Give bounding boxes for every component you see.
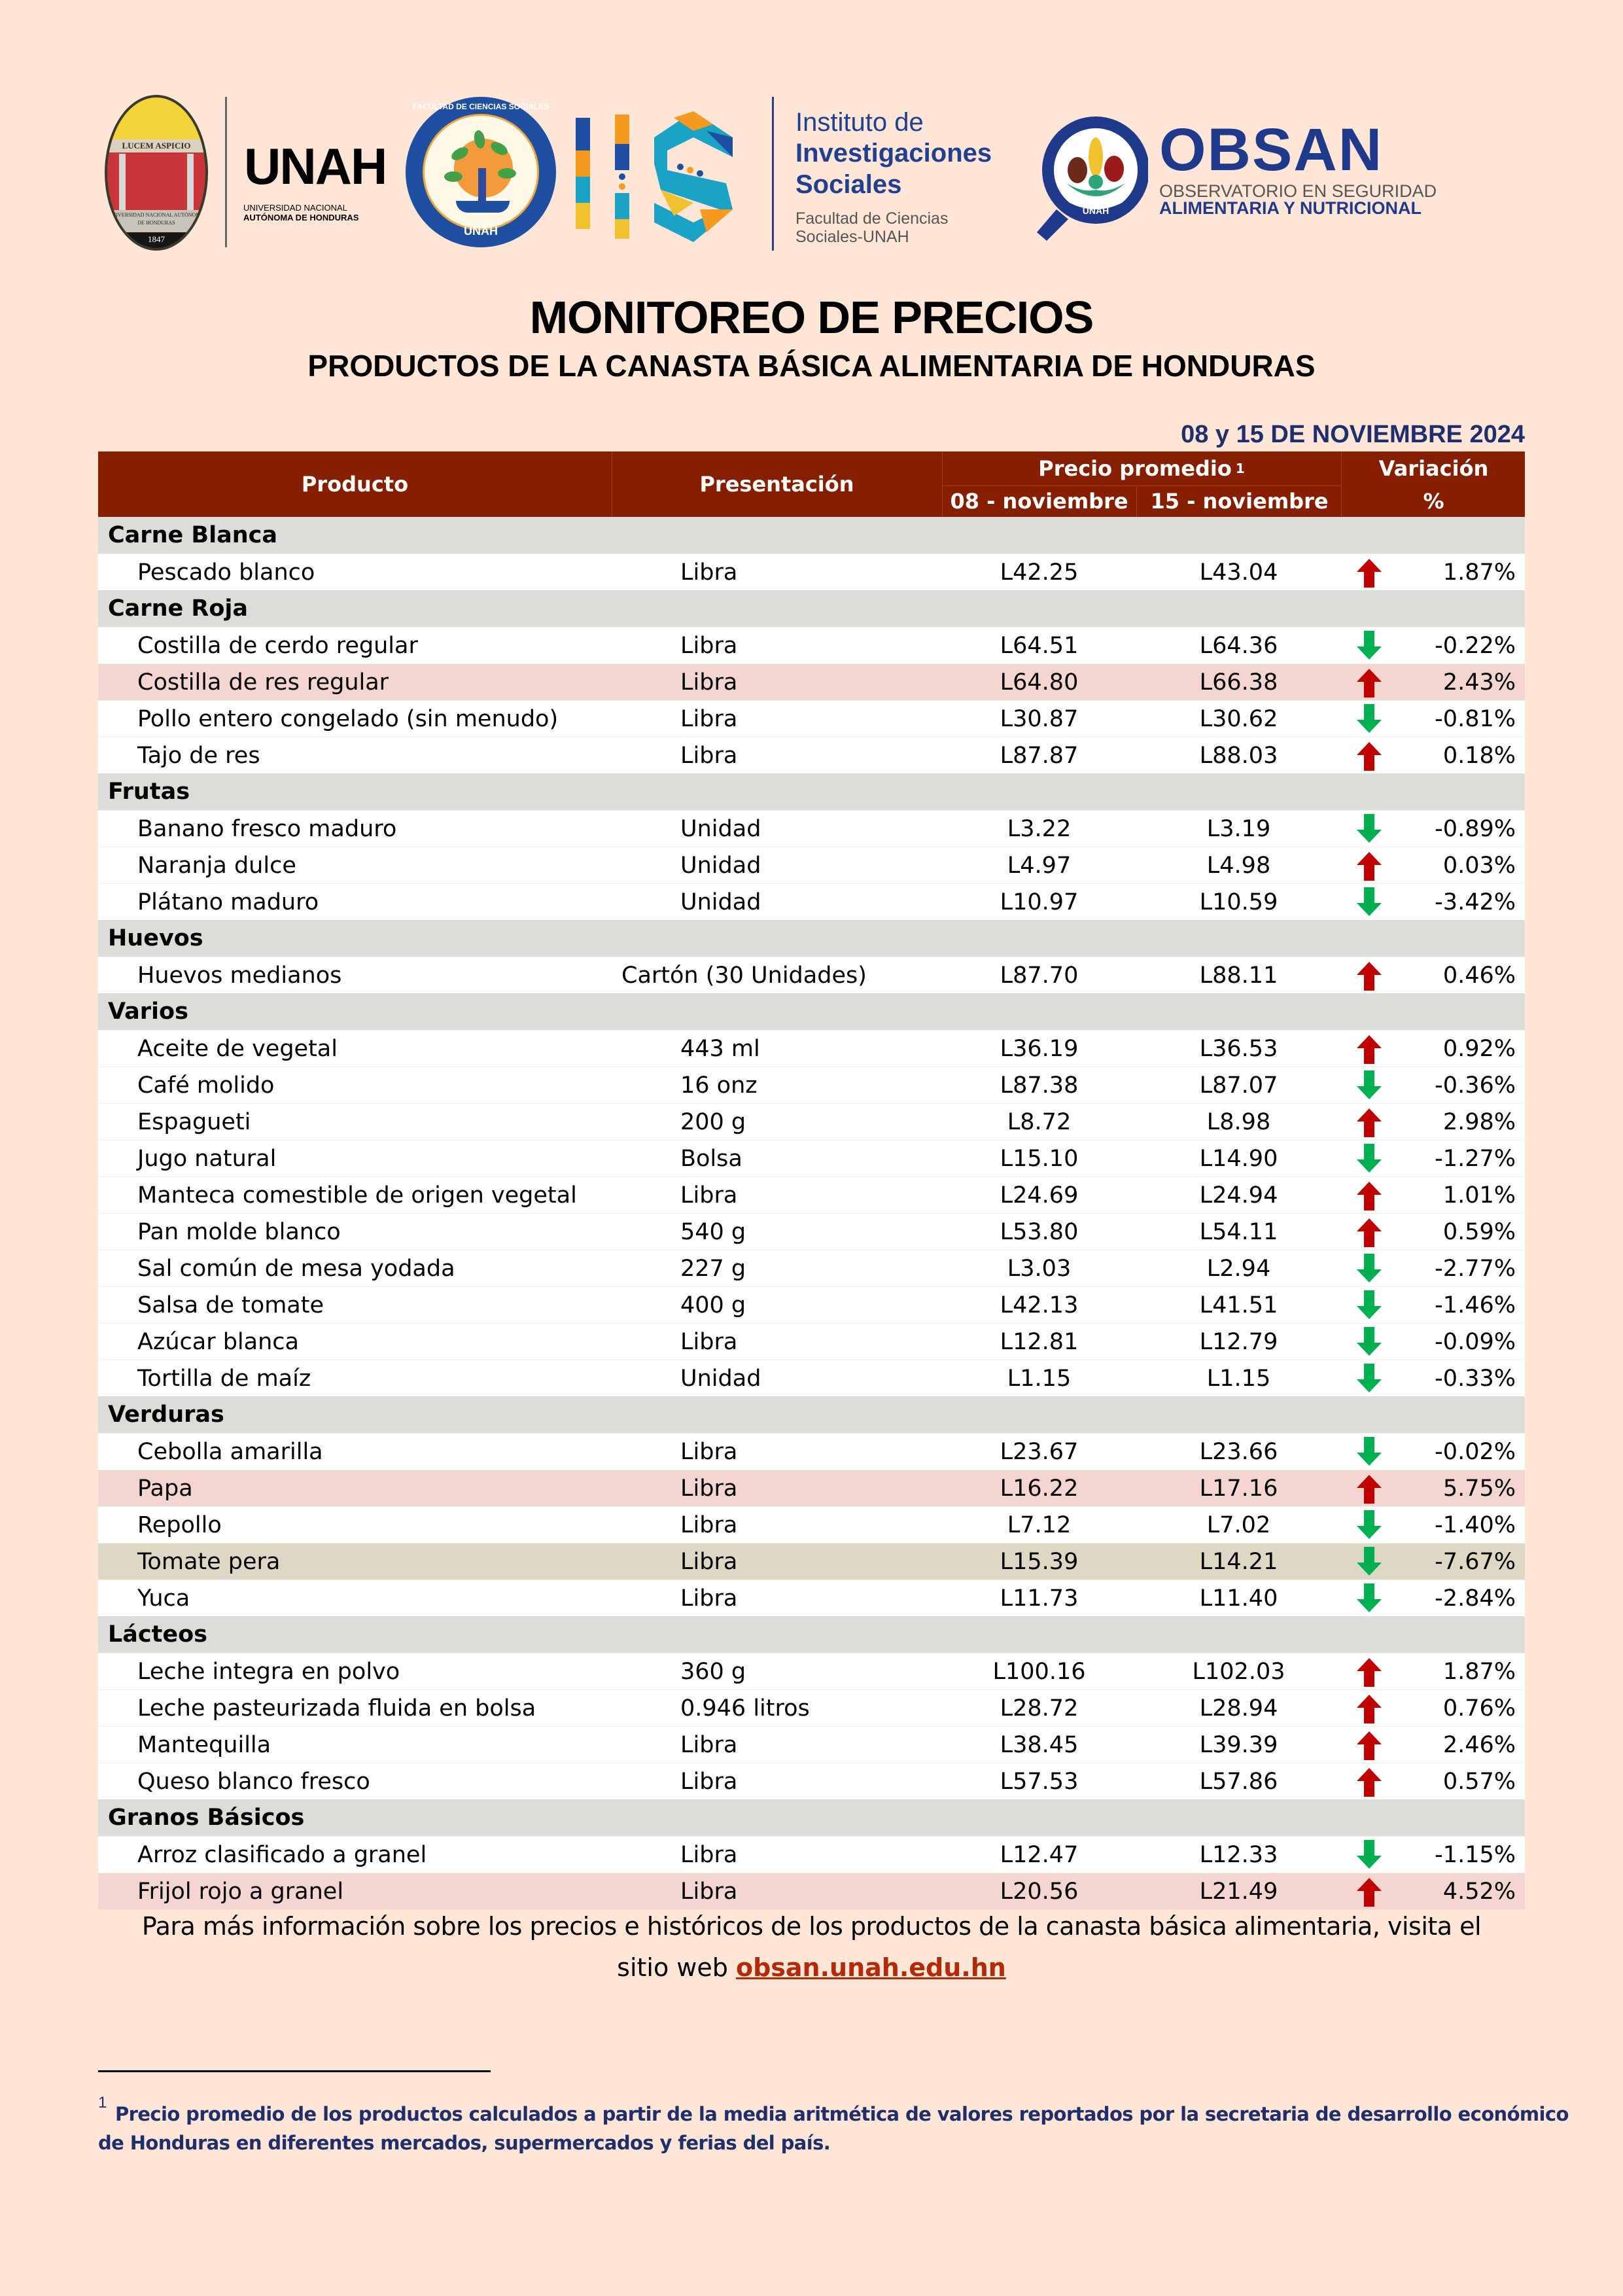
price-date-2: L54.11 bbox=[1199, 1218, 1278, 1245]
price-date-1: L20.56 bbox=[1000, 1878, 1079, 1905]
bean-icon bbox=[1104, 156, 1124, 182]
price-date-2: L57.86 bbox=[1199, 1768, 1278, 1795]
category-name: Carne Blanca bbox=[108, 522, 277, 548]
presentation: 400 g bbox=[680, 1292, 746, 1318]
table-row bbox=[98, 627, 1525, 663]
variation-percent: 2.98% bbox=[1442, 1108, 1516, 1135]
arrow-up-icon bbox=[1354, 741, 1384, 771]
footnote-text-1: Precio promedio de los productos calculados a partir de la media aritmética de valores reportados por la secretaria de desarrollo económico bbox=[115, 2103, 1569, 2125]
price-date-1: L28.72 bbox=[1000, 1695, 1079, 1722]
iis-mosaic-icon bbox=[576, 111, 733, 242]
product-name: Arroz clasificado a granel bbox=[137, 1841, 427, 1868]
price-date-1: L10.97 bbox=[1000, 889, 1079, 915]
price-date-1: L87.70 bbox=[1000, 962, 1079, 989]
price-date-1: L4.97 bbox=[1007, 852, 1072, 879]
presentation: Libra bbox=[680, 632, 738, 659]
presentation: Libra bbox=[680, 1768, 738, 1795]
header-precio-promedio bbox=[942, 451, 1341, 486]
presentation: Libra bbox=[680, 1841, 738, 1868]
table-row bbox=[98, 1543, 1525, 1580]
page-subtitle: PRODUCTOS DE LA CANASTA BÁSICA ALIMENTARIA DE HONDURAS bbox=[307, 349, 1316, 383]
presentation: Libra bbox=[680, 1548, 738, 1575]
product-name: Huevos medianos bbox=[137, 962, 342, 989]
seal-lower-text: UNIVERSIDAD NACIONAL AUTÓNOMA DE HONDURAS bbox=[107, 210, 205, 236]
arrow-down-icon bbox=[1354, 1510, 1384, 1540]
arrow-down-icon bbox=[1354, 704, 1384, 734]
header-precio-label: Precio promedio bbox=[1038, 456, 1232, 481]
obsan-wordmark: OBSAN bbox=[1159, 116, 1384, 183]
category-row bbox=[98, 920, 1525, 957]
price-date-1: L15.39 bbox=[1000, 1548, 1079, 1575]
arrow-down-icon bbox=[1354, 1583, 1384, 1614]
category-name: Huevos bbox=[108, 925, 203, 951]
arrow-up-icon bbox=[1354, 1730, 1384, 1760]
price-date-2: L12.33 bbox=[1199, 1841, 1278, 1868]
presentation: 360 g bbox=[680, 1658, 746, 1685]
category-row bbox=[98, 1799, 1525, 1836]
table-row bbox=[98, 1726, 1525, 1763]
presentation: Libra bbox=[680, 1731, 738, 1758]
arrow-up-icon bbox=[1354, 1034, 1384, 1064]
variation-percent: 1.87% bbox=[1442, 559, 1516, 586]
column-icon bbox=[119, 154, 126, 213]
product-name: Costilla de res regular bbox=[137, 669, 389, 696]
category-row bbox=[98, 1396, 1525, 1433]
presentation: Libra bbox=[680, 1182, 738, 1209]
variation-percent: -0.33% bbox=[1435, 1365, 1516, 1392]
info-prefix: sitio web bbox=[617, 1953, 736, 1982]
category-name: Granos Básicos bbox=[108, 1805, 305, 1831]
unah-subtitle-2: AUTÓNOMA DE HONDURAS bbox=[243, 213, 359, 222]
price-date-1: L7.12 bbox=[1007, 1511, 1072, 1538]
price-date-1: L87.38 bbox=[1000, 1072, 1079, 1099]
price-date-2: L11.40 bbox=[1199, 1585, 1278, 1612]
facultad-arc-text: FACULTAD DE CIENCIAS SOCIALES bbox=[412, 102, 550, 111]
price-date-1: L42.25 bbox=[1000, 559, 1079, 586]
product-name: Pollo entero congelado (sin menudo) bbox=[137, 705, 559, 732]
price-date-1: L64.80 bbox=[1000, 669, 1079, 696]
variation-percent: 4.52% bbox=[1442, 1878, 1516, 1905]
presentation: Libra bbox=[680, 1475, 738, 1502]
price-date-2: L14.21 bbox=[1199, 1548, 1278, 1575]
table-row bbox=[98, 1360, 1525, 1396]
obsan-website-link[interactable]: obsan.unah.edu.hn bbox=[735, 1953, 1006, 1982]
price-date-1: L12.47 bbox=[1000, 1841, 1079, 1868]
table-row bbox=[98, 883, 1525, 920]
header-producto: Producto bbox=[98, 451, 612, 517]
price-date-2: L10.59 bbox=[1199, 889, 1278, 915]
presentation: Libra bbox=[680, 1878, 738, 1905]
price-date-2: L64.36 bbox=[1199, 632, 1278, 659]
price-date-2: L3.19 bbox=[1206, 815, 1271, 842]
arrow-up-icon bbox=[1354, 667, 1384, 698]
price-date-2: L4.98 bbox=[1206, 852, 1271, 879]
arrow-up-icon bbox=[1354, 1693, 1384, 1723]
arrow-up-icon bbox=[1354, 1217, 1384, 1247]
unah-subtitle-1: UNIVERSIDAD NACIONAL bbox=[243, 203, 347, 213]
price-date-2: L36.53 bbox=[1199, 1035, 1278, 1062]
price-date-1: L57.53 bbox=[1000, 1768, 1079, 1795]
price-date-2: L17.16 bbox=[1199, 1475, 1278, 1502]
presentation: Unidad bbox=[680, 815, 761, 842]
presentation: Bolsa bbox=[680, 1145, 742, 1172]
price-date-2: L21.49 bbox=[1199, 1878, 1278, 1905]
header-date-2: 15 - noviembre bbox=[1136, 486, 1342, 517]
price-date-1: L23.67 bbox=[1000, 1438, 1079, 1465]
product-name: Banano fresco maduro bbox=[137, 815, 397, 842]
presentation: Libra bbox=[680, 1328, 738, 1355]
product-name: Manteca comestible de origen vegetal bbox=[137, 1182, 577, 1209]
table-row bbox=[98, 1763, 1525, 1799]
category-name: Verduras bbox=[108, 1402, 224, 1428]
variation-percent: -1.46% bbox=[1435, 1292, 1516, 1318]
category-row bbox=[98, 773, 1525, 810]
variation-percent: -0.81% bbox=[1435, 705, 1516, 732]
product-name: Leche integra en polvo bbox=[137, 1658, 400, 1685]
price-date-1: L53.80 bbox=[1000, 1218, 1079, 1245]
product-name: Leche pasteurizada fluida en bolsa bbox=[137, 1695, 536, 1722]
unah-seal-logo bbox=[105, 95, 208, 251]
obsan-badge: UNAH bbox=[1082, 205, 1109, 216]
table-row bbox=[98, 1140, 1525, 1176]
price-date-1: L64.51 bbox=[1000, 632, 1079, 659]
price-date-1: L16.22 bbox=[1000, 1475, 1079, 1502]
table-row bbox=[98, 1653, 1525, 1689]
price-date-2: L28.94 bbox=[1199, 1695, 1278, 1722]
presentation: Unidad bbox=[680, 1365, 761, 1392]
presentation: Libra bbox=[680, 669, 738, 696]
table-row bbox=[98, 663, 1525, 700]
unah-wordmark: UNAH bbox=[244, 137, 387, 195]
price-date-1: L12.81 bbox=[1000, 1328, 1079, 1355]
header-presentacion: Presentación bbox=[612, 451, 943, 517]
price-date-2: L23.66 bbox=[1199, 1438, 1278, 1465]
price-date-1: L87.87 bbox=[1000, 742, 1079, 769]
table-row bbox=[98, 1433, 1525, 1470]
category-name: Carne Roja bbox=[108, 595, 249, 622]
iis-line-4: Facultad de Ciencias bbox=[795, 209, 949, 228]
variation-percent: -1.27% bbox=[1435, 1145, 1516, 1172]
arrow-down-icon bbox=[1354, 1290, 1384, 1320]
variation-percent: -3.42% bbox=[1435, 889, 1516, 915]
table-row bbox=[98, 1323, 1525, 1360]
product-name: Aceite de vegetal bbox=[137, 1035, 338, 1062]
arrow-up-icon bbox=[1354, 1767, 1384, 1797]
product-name: Costilla de cerdo regular bbox=[137, 632, 418, 659]
variation-percent: -0.09% bbox=[1435, 1328, 1516, 1355]
product-name: Jugo natural bbox=[137, 1145, 277, 1172]
price-date-2: L2.94 bbox=[1206, 1255, 1271, 1282]
variation-percent: 0.59% bbox=[1442, 1218, 1516, 1245]
price-date-2: L87.07 bbox=[1199, 1072, 1278, 1099]
arrow-up-icon bbox=[1354, 1180, 1384, 1210]
footnote-text-2: de Honduras en diferentes mercados, supermercados y ferias del país. bbox=[98, 2132, 831, 2154]
variation-percent: 1.87% bbox=[1442, 1658, 1516, 1685]
presentation: Libra bbox=[680, 742, 738, 769]
table-row bbox=[98, 1250, 1525, 1286]
bean-icon bbox=[1068, 157, 1087, 183]
table-row bbox=[98, 1506, 1525, 1543]
arrow-up-icon bbox=[1354, 851, 1384, 881]
variation-percent: -0.22% bbox=[1435, 632, 1516, 659]
product-name: Cebolla amarilla bbox=[137, 1438, 323, 1465]
price-date-2: L1.15 bbox=[1206, 1365, 1271, 1392]
table-row bbox=[98, 957, 1525, 993]
price-date-1: L36.19 bbox=[1000, 1035, 1079, 1062]
seal-year: 1847 bbox=[107, 232, 205, 248]
date-range: 08 y 15 DE NOVIEMBRE 2024 bbox=[1181, 421, 1525, 448]
price-date-1: L1.15 bbox=[1007, 1365, 1072, 1392]
arrow-down-icon bbox=[1354, 1144, 1384, 1174]
price-date-2: L12.79 bbox=[1199, 1328, 1278, 1355]
price-date-1: L3.22 bbox=[1007, 815, 1072, 842]
leaf-icon bbox=[498, 168, 516, 179]
product-name: Pescado blanco bbox=[137, 559, 315, 586]
product-name: Azúcar blanca bbox=[137, 1328, 299, 1355]
table-row bbox=[98, 1103, 1525, 1140]
price-date-1: L3.03 bbox=[1007, 1255, 1072, 1282]
sun-emblem bbox=[107, 97, 205, 142]
page-title: MONITOREO DE PRECIOS bbox=[529, 292, 1094, 343]
product-name: Frijol rojo a granel bbox=[137, 1878, 344, 1905]
price-date-2: L88.03 bbox=[1199, 742, 1278, 769]
variation-percent: 0.46% bbox=[1442, 962, 1516, 989]
presentation: Libra bbox=[680, 559, 738, 586]
table-row bbox=[98, 1470, 1525, 1506]
price-date-1: L15.10 bbox=[1000, 1145, 1079, 1172]
table-row bbox=[98, 1213, 1525, 1250]
price-date-1: L24.69 bbox=[1000, 1182, 1079, 1209]
variation-percent: -2.77% bbox=[1435, 1255, 1516, 1282]
price-date-1: L11.73 bbox=[1000, 1585, 1079, 1612]
table-header bbox=[98, 451, 1525, 517]
price-date-2: L43.04 bbox=[1199, 559, 1278, 586]
presentation: 200 g bbox=[680, 1108, 746, 1135]
facultad-ciencias-sociales-logo bbox=[406, 97, 556, 247]
table-row bbox=[98, 1030, 1525, 1067]
price-date-2: L41.51 bbox=[1199, 1292, 1278, 1318]
presentation: Unidad bbox=[680, 889, 761, 915]
product-name: Sal común de mesa yodada bbox=[137, 1255, 455, 1282]
presentation: Libra bbox=[680, 705, 738, 732]
price-date-1: L42.13 bbox=[1000, 1292, 1079, 1318]
category-row bbox=[98, 590, 1525, 627]
arrow-up-icon bbox=[1354, 1474, 1384, 1504]
logo-divider bbox=[772, 97, 774, 251]
header-date-1: 08 - noviembre bbox=[942, 486, 1137, 517]
price-date-1: L8.72 bbox=[1007, 1108, 1072, 1135]
category-row bbox=[98, 993, 1525, 1030]
presentation: Cartón (30 Unidades) bbox=[621, 962, 867, 989]
product-name: Tomate pera bbox=[137, 1548, 281, 1575]
arrow-down-icon bbox=[1354, 1364, 1384, 1394]
table-row bbox=[98, 1836, 1525, 1873]
variation-percent: -1.40% bbox=[1435, 1511, 1516, 1538]
variation-percent: 0.57% bbox=[1442, 1768, 1516, 1795]
footnote-ref: 1 bbox=[1235, 461, 1245, 476]
table-row bbox=[98, 737, 1525, 773]
iis-line-1: Instituto de bbox=[795, 108, 924, 137]
variation-percent: -2.84% bbox=[1435, 1585, 1516, 1612]
variation-percent: 0.92% bbox=[1442, 1035, 1516, 1062]
presentation: Unidad bbox=[680, 852, 761, 879]
table-row bbox=[98, 1067, 1525, 1103]
category-row bbox=[98, 517, 1525, 554]
info-text-line-2 bbox=[0, 1953, 1623, 1982]
product-name: Naranja dulce bbox=[137, 852, 296, 879]
presentation: Libra bbox=[680, 1585, 738, 1612]
table-row bbox=[98, 810, 1525, 847]
table-row bbox=[98, 847, 1525, 883]
price-date-2: L88.11 bbox=[1199, 962, 1278, 989]
variation-percent: 1.01% bbox=[1442, 1182, 1516, 1209]
product-name: Tajo de res bbox=[137, 742, 260, 769]
table-row bbox=[98, 700, 1525, 737]
price-date-2: L30.62 bbox=[1199, 705, 1278, 732]
facultad-inner bbox=[423, 114, 539, 230]
price-date-2: L66.38 bbox=[1199, 669, 1278, 696]
price-date-2: L24.94 bbox=[1199, 1182, 1278, 1209]
logo-divider bbox=[225, 97, 227, 247]
info-text: Para más información sobre los precios e históricos de los productos de la canasta básica alimentaria, visita el bbox=[141, 1912, 1482, 1941]
presentation: 540 g bbox=[680, 1218, 746, 1245]
obsan-magnifier-logo bbox=[1030, 111, 1148, 242]
arrow-down-icon bbox=[1354, 1070, 1384, 1101]
price-date-2: L7.02 bbox=[1206, 1511, 1271, 1538]
leaf-icon bbox=[444, 171, 462, 182]
price-table bbox=[98, 451, 1525, 1909]
variation-percent: 0.76% bbox=[1442, 1695, 1516, 1722]
price-date-2: L8.98 bbox=[1206, 1108, 1271, 1135]
arrow-down-icon bbox=[1354, 814, 1384, 844]
variation-percent: -0.36% bbox=[1435, 1072, 1516, 1099]
price-date-2: L39.39 bbox=[1199, 1731, 1278, 1758]
table-row bbox=[98, 1873, 1525, 1909]
arrow-up-icon bbox=[1354, 1107, 1384, 1137]
footnote-separator bbox=[98, 2070, 491, 2072]
footnote-marker: 1 bbox=[98, 2094, 107, 2111]
variation-percent: 5.75% bbox=[1442, 1475, 1516, 1502]
arrow-up-icon bbox=[1354, 961, 1384, 991]
variation-percent: -1.15% bbox=[1435, 1841, 1516, 1868]
presentation: Libra bbox=[680, 1438, 738, 1465]
presentation: 16 onz bbox=[680, 1072, 758, 1099]
column-icon bbox=[187, 154, 194, 213]
corn-icon bbox=[1089, 137, 1103, 177]
variation-percent: -7.67% bbox=[1435, 1548, 1516, 1575]
price-date-1: L30.87 bbox=[1000, 705, 1079, 732]
seal-motto: LUCEM ASPICIO bbox=[107, 139, 205, 152]
arrow-down-icon bbox=[1354, 1437, 1384, 1467]
category-name: Lácteos bbox=[108, 1621, 208, 1648]
arrow-up-icon bbox=[1354, 1877, 1384, 1907]
product-name: Tortilla de maíz bbox=[137, 1365, 311, 1392]
product-name: Queso blanco fresco bbox=[137, 1768, 370, 1795]
presentation: 227 g bbox=[680, 1255, 746, 1282]
obsan-subtitle-1: OBSERVATORIO EN SEGURIDAD bbox=[1159, 181, 1437, 201]
obsan-subtitle-2: ALIMENTARIA Y NUTRICIONAL bbox=[1159, 198, 1422, 218]
variation-percent: 0.18% bbox=[1442, 742, 1516, 769]
category-name: Varios bbox=[108, 998, 188, 1025]
arrow-down-icon bbox=[1354, 887, 1384, 917]
table-row bbox=[98, 1689, 1525, 1726]
price-date-1: L100.16 bbox=[992, 1658, 1086, 1685]
arrow-down-icon bbox=[1354, 631, 1384, 661]
presentation: 443 ml bbox=[680, 1035, 760, 1062]
product-name: Espagueti bbox=[137, 1108, 251, 1135]
variation-percent: 2.46% bbox=[1442, 1731, 1516, 1758]
arrow-down-icon bbox=[1354, 1327, 1384, 1357]
iis-logo bbox=[576, 111, 742, 249]
product-name: Pan molde blanco bbox=[137, 1218, 341, 1245]
arrow-down-icon bbox=[1354, 1254, 1384, 1284]
header-percent: % bbox=[1341, 486, 1526, 517]
arrow-up-icon bbox=[1354, 557, 1384, 588]
arrow-down-icon bbox=[1354, 1547, 1384, 1577]
product-name: Café molido bbox=[137, 1072, 275, 1099]
table-row bbox=[98, 1580, 1525, 1616]
category-row bbox=[98, 1616, 1525, 1653]
variation-percent: 2.43% bbox=[1442, 669, 1516, 696]
product-name: Repollo bbox=[137, 1511, 222, 1538]
price-date-1: L38.45 bbox=[1000, 1731, 1079, 1758]
category-name: Frutas bbox=[108, 779, 190, 805]
iis-line-5: Sociales-UNAH bbox=[795, 228, 909, 246]
table-row bbox=[98, 1286, 1525, 1323]
iis-line-3: Sociales bbox=[795, 170, 902, 199]
product-name: Plátano maduro bbox=[137, 889, 319, 915]
iis-line-2: Investigaciones bbox=[795, 139, 992, 168]
price-date-2: L14.90 bbox=[1199, 1145, 1278, 1172]
table-body bbox=[98, 517, 1525, 1909]
presentation: 0.946 litros bbox=[680, 1695, 810, 1722]
variation-percent: -0.02% bbox=[1435, 1438, 1516, 1465]
variation-percent: -0.89% bbox=[1435, 815, 1516, 842]
product-name: Mantequilla bbox=[137, 1731, 271, 1758]
facultad-unah-label: UNAH bbox=[464, 224, 498, 238]
price-date-2: L102.03 bbox=[1192, 1658, 1285, 1685]
bowl-icon bbox=[456, 201, 510, 213]
presentation: Libra bbox=[680, 1511, 738, 1538]
arrow-up-icon bbox=[1354, 1657, 1384, 1687]
arrow-down-icon bbox=[1354, 1840, 1384, 1870]
header-variacion: Variación bbox=[1341, 451, 1526, 486]
product-name: Papa bbox=[137, 1475, 193, 1502]
variation-percent: 0.03% bbox=[1442, 852, 1516, 879]
product-name: Salsa de tomate bbox=[137, 1292, 324, 1318]
product-name: Yuca bbox=[137, 1585, 190, 1612]
table-row bbox=[98, 1176, 1525, 1213]
table-row bbox=[98, 554, 1525, 590]
